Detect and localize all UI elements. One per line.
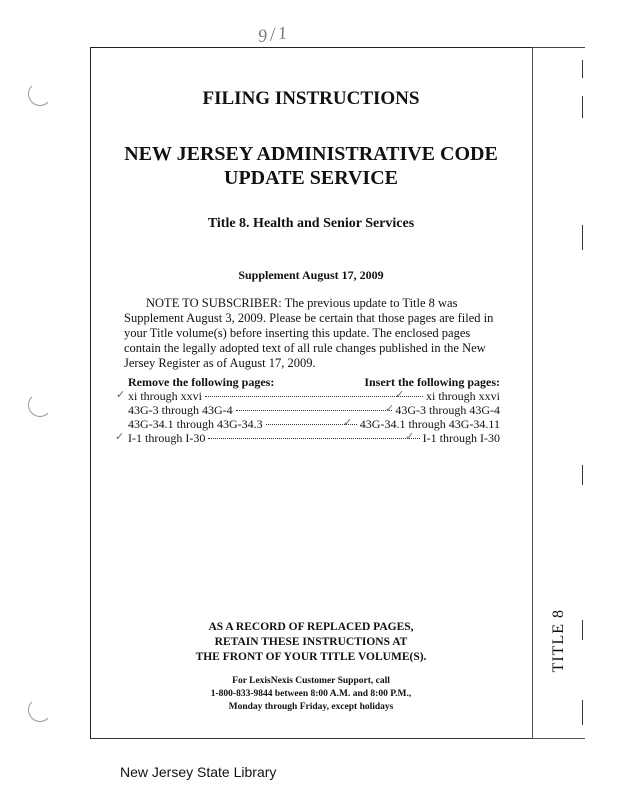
page-row [128,389,500,403]
note-line: contain the legally adopted text of all rule changes published in the New [124,341,486,355]
insert-range: xi through xxvi [426,389,500,403]
tab-tick [582,60,583,78]
handwritten-annotation: 9/1 [256,21,292,47]
insert-range: 43G-34.1 through 43G-34.11 [359,417,500,431]
tab-tick [582,225,583,250]
tab-tick [582,700,583,725]
remove-range: 43G-3 through 43G-4 [128,403,233,417]
remove-range: 43G-34.1 through 43G-34.3 [128,417,263,431]
code-title-line1: NEW JERSEY ADMINISTRATIVE CODE [124,143,498,165]
remove-range: I-1 through I-30 [128,431,206,445]
insert-header: Insert the following pages: [364,375,500,389]
remove-range: xi through xxvi [128,389,202,403]
tab-tick [582,96,583,118]
remove-header: Remove the following pages: [128,375,275,389]
page-row [128,417,500,431]
punch-hole-middle [28,393,52,417]
page-list-header [128,375,500,389]
page-replacement-list [128,375,500,445]
page-title: FILING INSTRUCTIONS [202,88,420,109]
check-mark-icon: ✓ [115,431,125,443]
support-line: Monday through Friday, except holidays [228,702,394,712]
check-mark-icon: ✓ [343,417,353,429]
dot-leader [208,438,419,439]
note-line: Supplement August 3, 2009. Please be certain that those pages are filed in [124,311,494,325]
insert-range: 43G-3 through 43G-4 [395,403,500,417]
check-mark-icon: ✓ [385,403,395,415]
library-stamp: New Jersey State Library [120,764,277,780]
record-instructions [90,620,532,665]
dot-leader [205,396,423,397]
note-line: NOTE TO SUBSCRIBER: The previous update to Title 8 was [146,296,458,310]
page-row [128,403,500,417]
check-mark-icon: ✓ [116,389,126,401]
record-line: THE FRONT OF YOUR TITLE VOLUME(S). [195,651,427,663]
code-title [90,142,532,190]
customer-support [90,675,532,714]
tab-label [548,598,570,684]
record-line: AS A RECORD OF REPLACED PAGES, [208,621,414,633]
note-line: Jersey Register as of August 17, 2009. [124,356,316,370]
punch-hole-top [28,82,52,106]
supplement-date: Supplement August 17, 2009 [238,268,384,282]
insert-range: I-1 through I-30 [422,431,500,445]
page-row [128,431,500,445]
check-mark-icon: ✓ [405,431,415,443]
support-line: 1-800-833-9844 between 8:00 A.M. and 8:00 P.M., [210,689,412,699]
tab-tick [582,465,583,485]
record-line: RETAIN THESE INSTRUCTIONS AT [214,636,408,648]
code-title-line2: UPDATE SERVICE [224,167,398,189]
check-mark-icon: ✓ [395,389,405,401]
tab-label-text: TITLE 8 [550,609,567,673]
title-subject: Title 8. Health and Senior Services [207,216,415,231]
note-line: your Title volume(s) before inserting this update. The enclosed pages [124,326,471,340]
support-line: For LexisNexis Customer Support, call [232,676,390,686]
punch-hole-bottom [28,698,52,722]
subscriber-note [124,296,499,371]
tab-tick [582,620,583,640]
dot-leader [236,410,393,411]
